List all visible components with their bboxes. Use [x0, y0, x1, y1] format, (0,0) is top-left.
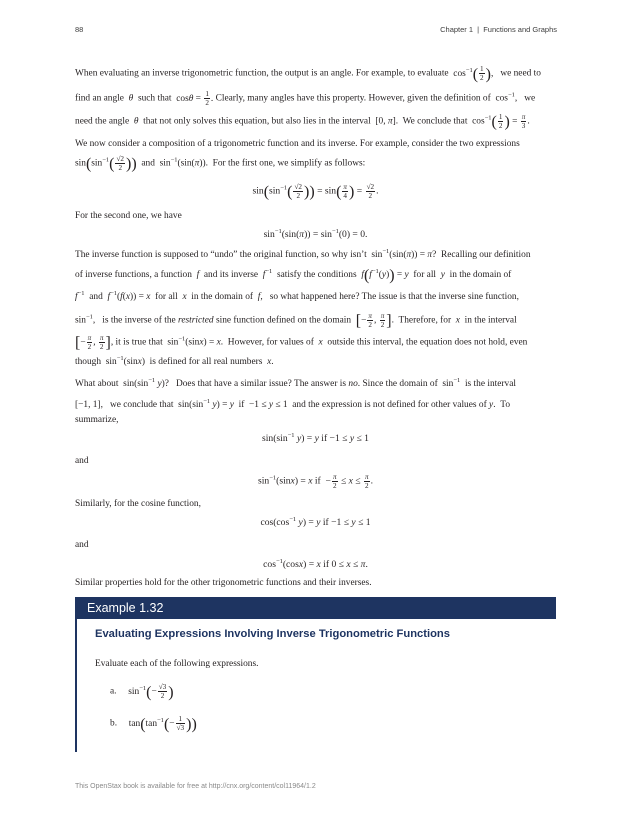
equation-5: $\cos(\cos^{-1}$ y) = y if −1 ≤ y ≤ 1	[260, 516, 371, 528]
page-number: 88	[75, 25, 84, 34]
example-title: Evaluating Expressions Involving Inverse Trigonometric Functions	[95, 628, 450, 640]
closing-paragraph: Similar properties hold for the other trigonometric functions and their inverses.	[75, 578, 372, 588]
example-instruction: Evaluate each of the following expressions.	[95, 659, 259, 669]
paragraph-4-line-3: $f^{-1}$ and $f^{-1}(f(x)) = x$ for all x in the domain of f, so what happened here? The issue is that the inverse sine function,	[75, 290, 519, 302]
equation-1: $\sin(\sin^{-1}$( $\frac{√2}{2}$ )) = sin( $\frac{\pi}{4}$ ) = $\frac{√2}{2}$ .	[252, 183, 379, 201]
math-expression: $\sin^{-1}(-$ $\frac{√3}{2}$ )	[128, 683, 174, 701]
chapter-label: Chapter 1	[440, 25, 474, 34]
item-b-label: b.	[110, 718, 118, 729]
math-expression: $\cos^{-1}$( $\frac{1}{2}$ ),	[450, 65, 494, 83]
example-left-rule	[75, 619, 77, 752]
paragraph-2-line-1: We now consider a composition of a trigonometric function and its inverse. For example, consider the two expressions	[75, 139, 520, 149]
equation-6: $\cos^{-1}(\cos x) = x$ if 0 ≤ x ≤ π.	[263, 558, 368, 570]
text-similarly: Similarly, for the cosine function,	[75, 499, 201, 509]
paragraph-2-line-2: $\sin(\sin^{-1}$( $\frac{√2}{2}$ )) and $\sin^{-1}(\sin(\pi))$. For the first one, we simplify as follows:	[75, 155, 366, 173]
paragraph-4-line-2: of inverse functions, a function f and its inverse $f^{-1}$ satisfy the conditions $f(f^{-1}(y)) = y$ for all y in the domain of	[75, 267, 512, 284]
paragraph-1-line-2: find an angle θ such that cosθ = $\frac{1}{2}$ . Clearly, many angles have this property. However, given the definition of $\cos^{-1}$, we	[75, 90, 536, 107]
header-separator: |	[477, 25, 480, 34]
math-expression: cosθ = $\frac{1}{2}$ .	[176, 90, 214, 107]
equation-2: $\sin^{-1}(\sin(\pi)) = \sin^{-1}(0) = 0$.	[263, 228, 368, 240]
paragraph-5-line-1: What about $\sin(\sin^{-1}$ y)? Does that have a similar issue? The answer is no. Since the domain of $\sin^{-1}$ is the interval	[75, 377, 516, 389]
paragraph-3: For the second one, we have	[75, 211, 182, 221]
paragraph-1-line-1: When evaluating an inverse trigonometric function, the output is an angle. For example, to evaluate $\cos^{-1}$( $\frac{1}{2}$ ), we need to	[75, 65, 541, 83]
example-item-a	[110, 683, 540, 700]
text-and-2: and	[75, 540, 89, 550]
paragraph-4-line-1: The inverse function is supposed to “undo” the original function, so why isn’t $\sin^{-1}(\sin(\pi)) = \pi$? Recalling our definition	[75, 248, 531, 260]
paragraph-1-line-3: need the angle θ that not only solves this equation, but also lies in the interval [0, π]. We conclude that $\cos^{-1}$( $\frac{1}{2}$ ) = $\frac{\pi}{3}$ .	[75, 113, 530, 131]
paragraph-4-line-5: [− $\frac{\pi}{2}$ , $\frac{\pi}{2}$ ], it is true that $\sin^{-1}(\sin x) = x$. However, for values of x outside this interval, the equation does not hold, even	[75, 334, 528, 352]
math-expression: $\tan(\tan^{-1}(-$ $\frac{1}{√3}$ ))	[128, 715, 197, 733]
item-a-label: a.	[110, 686, 117, 697]
equation-4: $\sin^{-1}(\sin x) = x$ if − $\frac{\pi}{2}$ ≤ x ≤ $\frac{\pi}{2}$ .	[258, 473, 373, 490]
chapter-title: Functions and Graphs	[483, 25, 557, 34]
example-item-b	[110, 715, 540, 732]
text-and-1: and	[75, 456, 89, 466]
paragraph-4-line-6: though $\sin^{-1}(\sin x)$ is defined for all real numbers x.	[75, 355, 274, 367]
running-header	[440, 25, 557, 34]
example-banner: Example 1.32	[75, 597, 556, 619]
equation-3: $\sin(\sin^{-1}$ y) = y if −1 ≤ y ≤ 1	[262, 432, 369, 444]
paragraph-5-line-2: [−1, 1], we conclude that $\sin(\sin^{-1}$ y) = y if −1 ≤ y ≤ 1 and the expression is not defined for other values of y. To	[75, 398, 511, 410]
footer: This OpenStax book is available for free at http://cnx.org/content/col11964/1.2	[75, 783, 316, 790]
paragraph-5-line-3: summarize,	[75, 415, 119, 425]
paragraph-4-line-4: $\sin^{-1}$, is the inverse of the restricted sine function defined on the domain [− $\frac{\pi}{2}$ , $\frac{\pi}{2}$ ]. Therefore, for x in the interval	[75, 312, 517, 330]
